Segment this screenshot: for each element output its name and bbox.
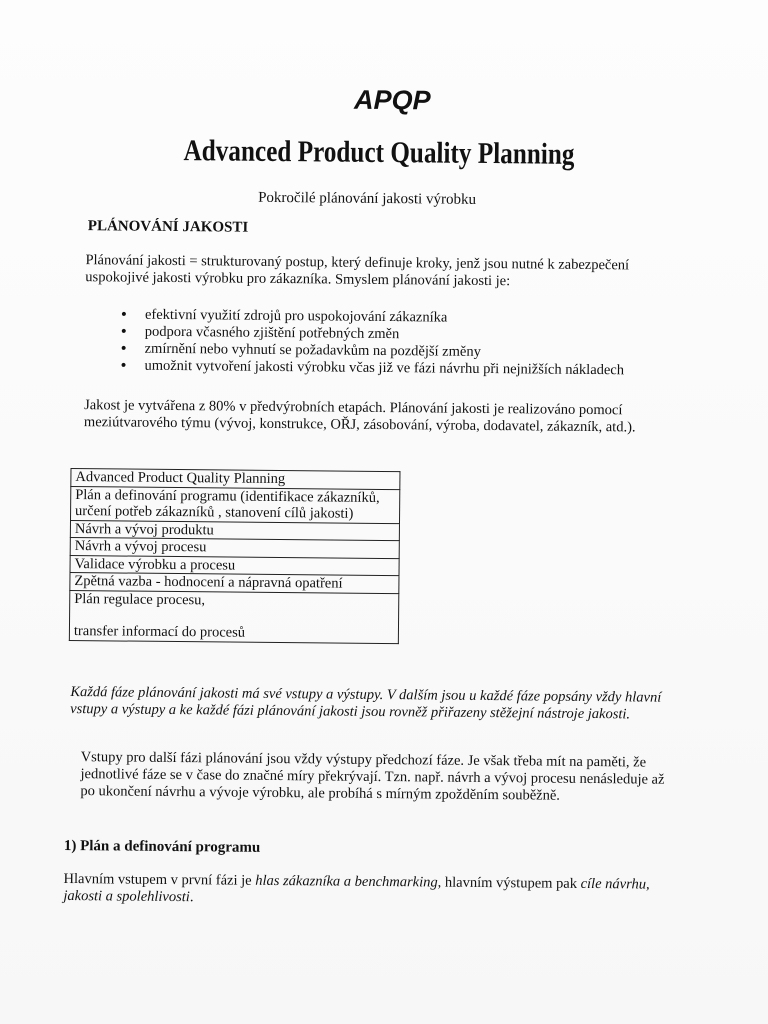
table-cell: Plán a definování programu (identifikace zákazníků, určení potřeb zákazníků , stanovení cílů jakosti) <box>71 486 400 523</box>
italic-run: hlas zákazníka a benchmarking <box>255 872 438 891</box>
apqp-phases-table <box>69 468 401 644</box>
list-item: • zmírnění nebo vyhnutí se požadavkům na pozdější změny <box>121 340 625 362</box>
goals-list <box>120 306 624 379</box>
quality-paragraph: Jakost je vytvářena z 80% v předvýrobních etapách. Plánování jakosti je realizováno pomocí meziútvarového týmu (vývoj, konstrukce, OŘJ, zásobování, výroba, dodavatel, zákazník, atd.). <box>83 397 636 436</box>
table-cell-line: Plán regulace procesu, <box>74 590 206 608</box>
table-cell-line: transfer informací do procesů <box>73 623 246 641</box>
section-1-heading: 1) Plán a definování programu <box>63 837 261 856</box>
text-run: , hlavním výstupem pak <box>437 874 581 892</box>
list-item: • podpora včasného zjištění potřebných změn <box>121 323 625 345</box>
intro-paragraph: Plánování jakosti = strukturovaný postup, který definuje kroky, jenž jsou nutné k zabezpečení uspokojivé jakosti výrobku pro zákazníka. Smyslem plánování jakosti je: <box>85 252 630 290</box>
document-title: Advanced Product Quality Planning <box>183 134 575 171</box>
table-cell: Zpětná vazba - hodnocení a nápravná opatření <box>70 573 399 594</box>
section-heading: PLÁNOVÁNÍ JAKOSTI <box>87 218 249 236</box>
final-paragraph <box>63 871 663 911</box>
table-cell: Návrh a vývoj produktu <box>70 520 399 541</box>
italic-note: Každá fáze plánování jakosti má své vstupy a výstupy. V dalším jsou u každé fáze popsány vždy hlavní vstupy a výstupy a ke každé fázi plánování jakosti jsou rovněž přiřazeny stěžejní nástroje jakosti. <box>70 684 662 723</box>
document-body <box>63 0 682 906</box>
text-run: Hlavním vstupem v první fázi je <box>63 870 256 889</box>
table-row <box>69 590 398 643</box>
table-row <box>71 486 400 523</box>
table-header-cell: Advanced Product Quality Planning <box>71 469 400 490</box>
list-item: • umožnit vytvoření jakosti výrobku včas již ve fázi návrhu při nejnižších nákladech <box>120 357 624 379</box>
apqp-logo: APQP <box>353 84 431 116</box>
table-cell <box>69 590 398 643</box>
list-item: • efektivní využití zdrojů pro uspokojování zákazníka <box>121 306 625 328</box>
text-run: . <box>189 889 194 906</box>
table-cell: Validace výrobku a procesu <box>70 555 399 576</box>
table-cell: Návrh a vývoj procesu <box>70 538 399 559</box>
italic-run: cíle návrhu, jakosti a spolehlivosti <box>63 875 650 906</box>
document-subtitle: Pokročilé plánování jakosti výrobku <box>258 189 477 208</box>
inputs-paragraph: Vstupy pro další fázi plánování jsou vždy výstupy předchozí fáze. Je však třeba mít na paměti, že jednotlivé fáze se v čase do značné míry překrývají. Tzn. např. návrh a vývoj procesu nenásleduje až po ukončení návrhu a vývoje výrobku, ale probíhá s mírným zpožděním souběžně. <box>80 749 665 804</box>
